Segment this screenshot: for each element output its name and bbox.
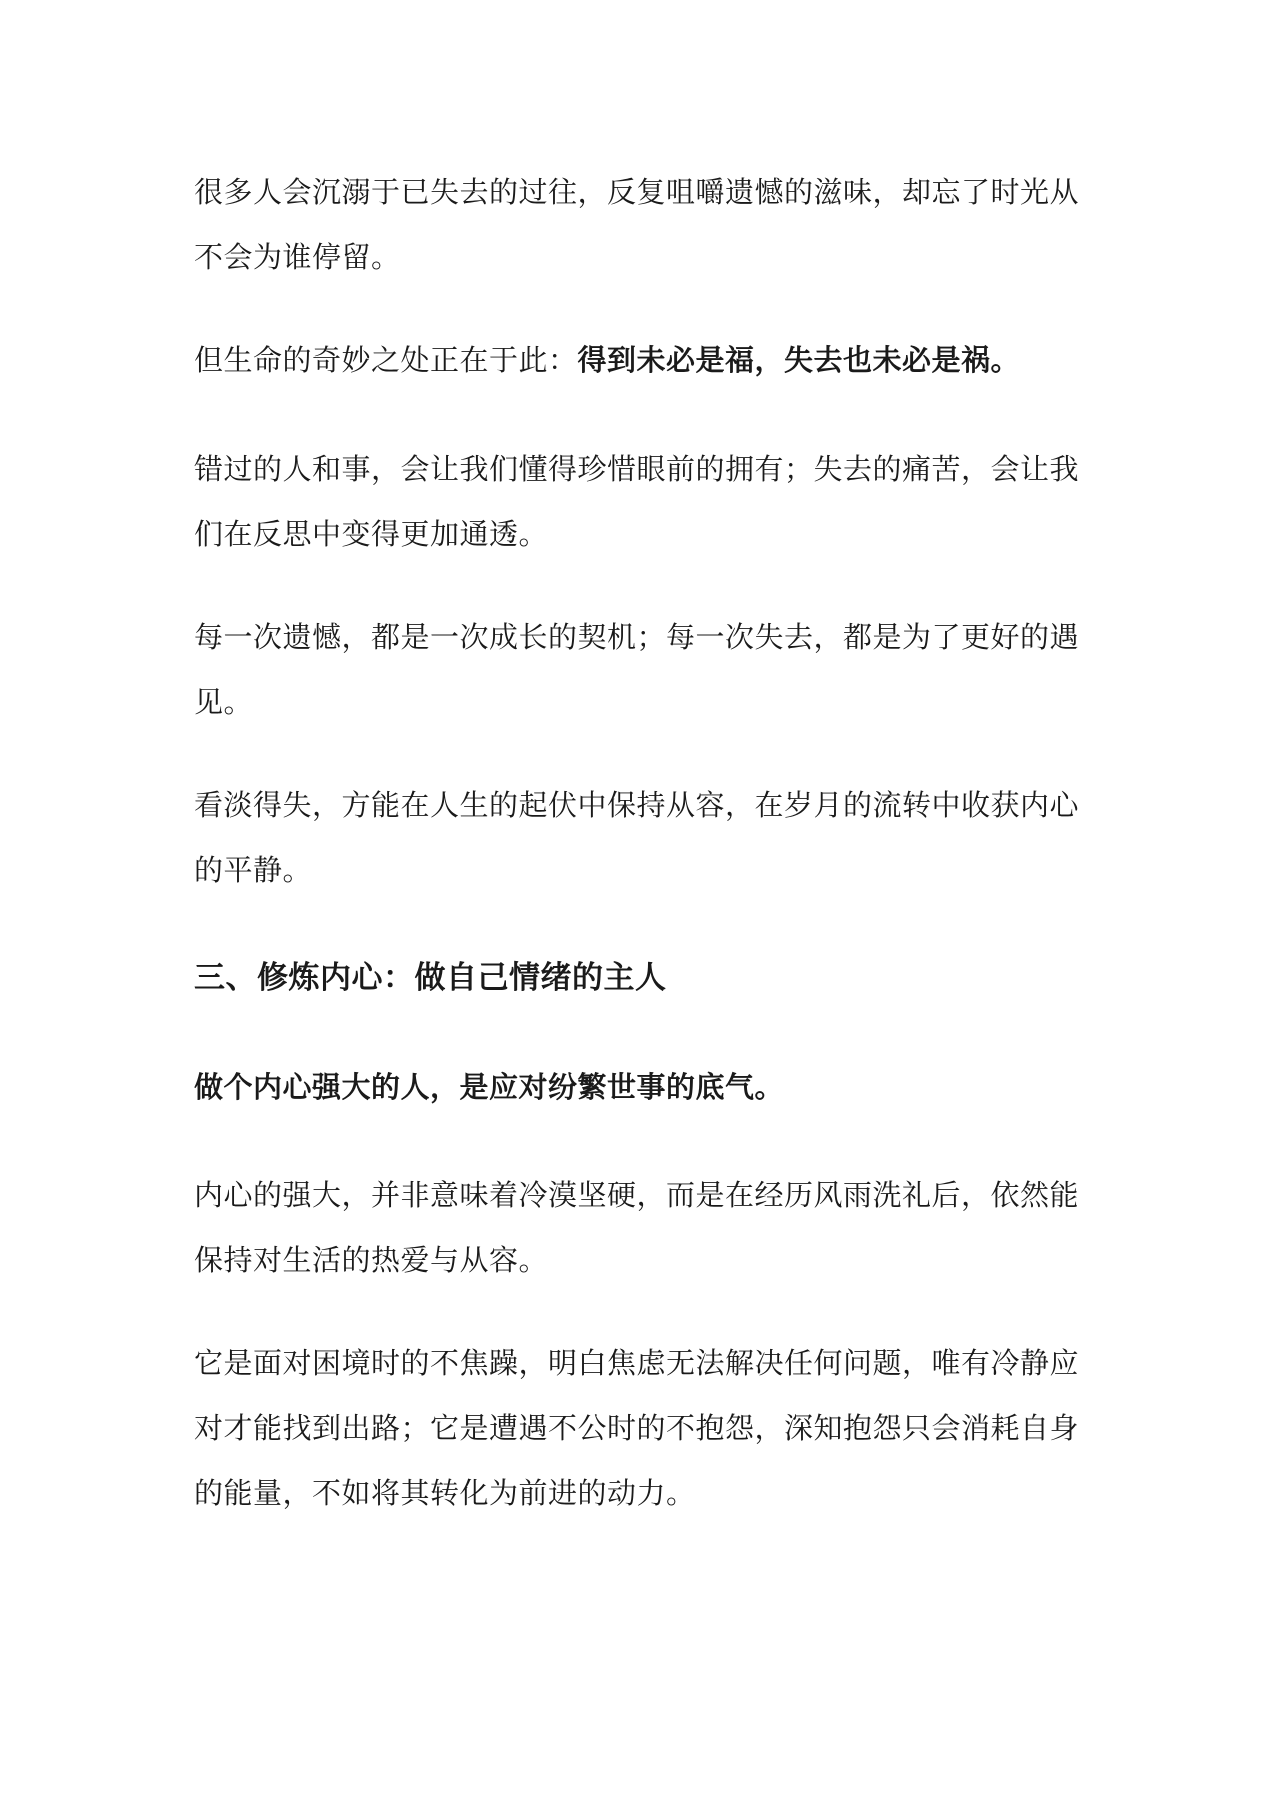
paragraph-line: 每一次遗憾，都是一次成长的契机；每一次失去，都是为了更好的遇 bbox=[194, 620, 1080, 654]
paragraph-line: 的能量，不如将其转化为前进的动力。 bbox=[194, 1476, 696, 1510]
paragraph-line: 们在反思中变得更加通透。 bbox=[194, 517, 549, 551]
paragraph-line: 对才能找到出路；它是遭遇不公时的不抱怨，深知抱怨只会消耗自身 bbox=[194, 1411, 1080, 1445]
paragraph-line: 它是面对困境时的不焦躁，明白焦虑无法解决任何问题，唯有冷静应 bbox=[194, 1346, 1080, 1380]
section-heading: 三、修炼内心：做自己情绪的主人 bbox=[194, 960, 667, 996]
paragraph-bold-text: 得到未必是福，失去也未必是祸。 bbox=[577, 343, 1021, 377]
paragraph-mixed bbox=[194, 340, 1020, 380]
paragraph-line: 保持对生活的热爱与从容。 bbox=[194, 1243, 549, 1277]
paragraph-line: 看淡得失，方能在人生的起伏中保持从容，在岁月的流转中收获内心 bbox=[194, 788, 1080, 822]
paragraph-line: 不会为谁停留。 bbox=[194, 240, 401, 274]
paragraph-normal-text: 但生命的奇妙之处正在于此： bbox=[194, 343, 578, 377]
paragraph-line: 内心的强大，并非意味着冷漠坚硬，而是在经历风雨洗礼后，依然能 bbox=[194, 1178, 1080, 1212]
paragraph-line: 错过的人和事，会让我们懂得珍惜眼前的拥有；失去的痛苦，会让我 bbox=[194, 452, 1080, 486]
paragraph-line: 的平静。 bbox=[194, 853, 313, 887]
paragraph-line: 很多人会沉溺于已失去的过往，反复咀嚼遗憾的滋味，却忘了时光从 bbox=[194, 175, 1080, 209]
paragraph-line: 见。 bbox=[194, 685, 254, 719]
document-page bbox=[194, 0, 1094, 1800]
section-lead: 做个内心强大的人，是应对纷繁世事的底气。 bbox=[194, 1070, 785, 1104]
